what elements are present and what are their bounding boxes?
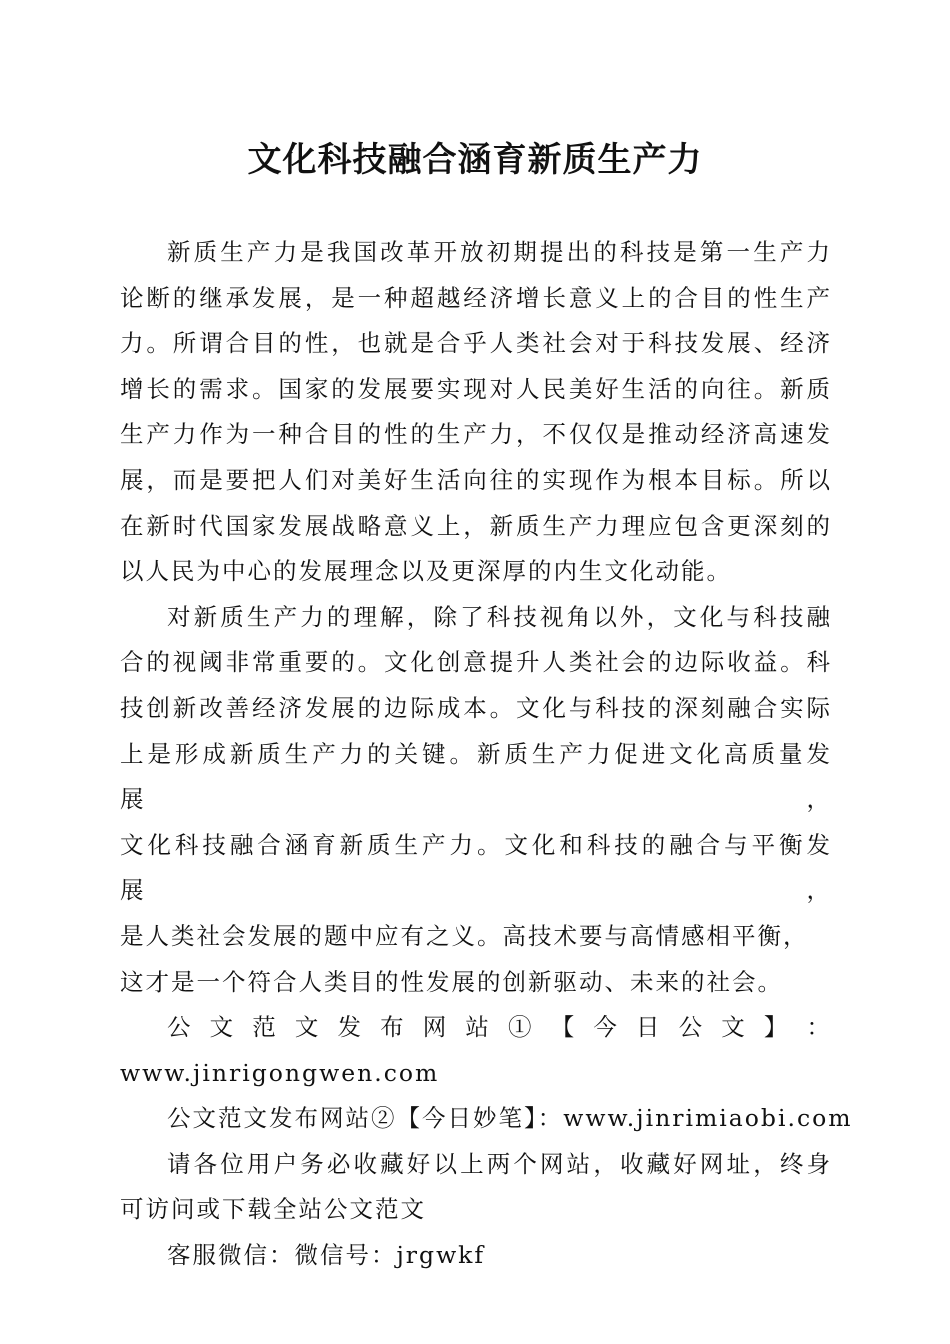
- text-line: 力。所谓合目的性，也就是合乎人类社会对于科技发展、经济: [120, 329, 832, 358]
- site-1-label: 公 文 范 文 发 布 网 站 ① 【 今 日 公 文 】 ：: [167, 1013, 832, 1042]
- site-2-link[interactable]: 公文范文发布网站②【今日妙笔】：www.jinrimiaobi.com: [167, 1104, 853, 1133]
- paragraph-2: [120, 595, 832, 1005]
- text-line: 技创新改善经济发展的边际成本。文化与科技的深刻融合实际: [120, 693, 832, 722]
- document-title: 文化科技融合涵育新质生产力: [247, 140, 703, 180]
- text-line: 可访问或下载全站公文范文: [120, 1195, 426, 1224]
- text-line: 是人类社会发展的题中应有之义。高技术要与高情感相平衡，: [120, 921, 809, 950]
- text-line: 合的视阈非常重要的。文化创意提升人类社会的边际收益。科: [120, 648, 832, 677]
- site-1-paragraph: [120, 1005, 832, 1096]
- service-wechat: 客服微信：微信号：jrgwkf: [167, 1241, 486, 1270]
- notice-paragraph: [120, 1142, 832, 1233]
- site-2-paragraph: [120, 1096, 853, 1142]
- text-line: 新质生产力是我国改革开放初期提出的科技是第一生产力: [167, 238, 832, 266]
- document-body: [120, 230, 853, 1279]
- text-line: 论断的继承发展，是一种超越经济增长意义上的合目的性生产: [120, 283, 832, 312]
- site-1-url[interactable]: www.jinrigongwen.com: [120, 1058, 440, 1087]
- text-line: 展，而是要把人们对美好生活向往的实现作为根本目标。所以: [120, 465, 832, 494]
- text-line: 上是形成新质生产力的关键。新质生产力促进文化高质量发展，: [120, 739, 832, 814]
- text-line: 这才是一个符合人类目的性发展的创新驱动、未来的社会。: [120, 967, 783, 996]
- text-line: 增长的需求。国家的发展要实现对人民美好生活的向往。新质: [120, 374, 832, 403]
- text-line: 在新时代国家发展战略意义上，新质生产力理应包含更深刻的: [120, 511, 832, 540]
- text-line: 请各位用户务必收藏好以上两个网站，收藏好网址，终身: [167, 1149, 832, 1178]
- service-paragraph: [120, 1233, 832, 1279]
- text-line: 生产力作为一种合目的性的生产力，不仅仅是推动经济高速发: [120, 420, 832, 449]
- paragraph-1: [120, 230, 832, 595]
- text-line: 对新质生产力的理解，除了科技视角以外，文化与科技融: [167, 602, 832, 631]
- text-line: 以人民为中心的发展理念以及更深厚的内生文化动能。: [120, 557, 732, 586]
- text-line: 文化科技融合涵育新质生产力。文化和科技的融合与平衡发展，: [120, 830, 832, 905]
